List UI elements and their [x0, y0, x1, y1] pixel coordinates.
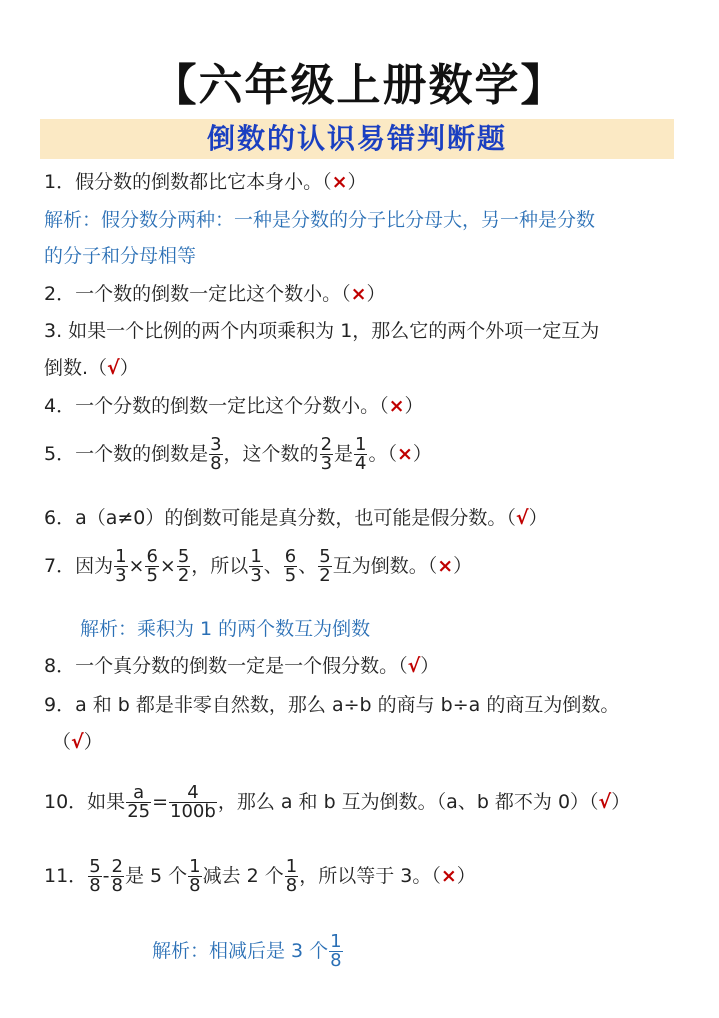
fraction: $\frac{a}{25}$ [127, 782, 151, 822]
question-3-line2: 倒数.（√） [44, 357, 139, 379]
fraction: $\frac{6}{5}$ [284, 546, 297, 586]
fraction: $\frac{1}{8}$ [330, 931, 342, 971]
analysis-7: 解析：乘积为 1 的两个数互为倒数 [80, 618, 371, 640]
fraction: $\frac{3}{8}$ [210, 434, 222, 474]
question-8: 8．一个真分数的倒数一定是一个假分数。（√） [44, 655, 440, 677]
answer-mark: × [397, 443, 413, 465]
question-1: 1．假分数的倒数都比它本身小。（×） [44, 171, 367, 193]
answer-mark: √ [71, 731, 84, 753]
fraction: $\frac{4}{100b}$ [170, 782, 216, 822]
answer-mark: × [440, 865, 457, 887]
fraction: $\frac{2}{3}$ [320, 434, 333, 474]
question-9-line2: （√） [52, 731, 103, 753]
page-title: 【六年级上册数学】 [152, 60, 567, 111]
question-5: 5．一个数的倒数是 $\frac{3}{8}$ ，这个数的 $\frac{2}{3}$ 是 $\frac{1}{4}$ 。（×） [44, 434, 432, 474]
fraction: $\frac{1}{4}$ [355, 434, 367, 474]
fraction: $\frac{1}{3}$ [115, 546, 127, 586]
question-2: 2．一个数的倒数一定比这个数小。（×） [44, 283, 386, 305]
answer-mark: √ [107, 357, 120, 379]
analysis-1-line2: 的分子和分母相等 [44, 245, 197, 267]
page-subtitle: 倒数的认识易错判断题 [206, 122, 507, 155]
answer-mark: √ [407, 655, 421, 677]
answer-mark: × [437, 555, 454, 577]
question-6: 6．a（a≠0）的倒数可能是真分数，也可能是假分数。（√） [44, 507, 548, 529]
question-3-line1: 3. 如果一个比例的两个内项乘积为 1，那么它的两个外项一定互为 [44, 320, 600, 342]
fraction: $\frac{1}{8}$ [285, 856, 298, 896]
analysis-11: 解析：相减后是 3 个 $\frac{1}{8}$ [152, 931, 342, 971]
answer-mark: × [350, 283, 367, 305]
fraction: $\frac{6}{5}$ [146, 546, 158, 586]
question-10: 10．如果 $\frac{a}{25}$ = $\frac{4}{100b}$ ，那么 a 和 b 互为倒数。（a、b 都不为 0）（√） [44, 782, 631, 822]
fraction: $\frac{5}{2}$ [319, 546, 331, 586]
answer-mark: × [388, 395, 405, 417]
fraction: $\frac{1}{3}$ [250, 546, 262, 586]
answer-mark: √ [515, 507, 529, 529]
analysis-1-line1: 解析：假分数分两种：一种是分数的分子比分母大，另一种是分数 [44, 209, 596, 231]
question-11: 11． $\frac{5}{8}$ - $\frac{2}{8}$ 是 5 个 $\frac{1}{8}$ 减去 2 个 $\frac{1}{8}$ ，所以等于 3。（×） [44, 856, 476, 896]
answer-mark: × [331, 171, 348, 193]
fraction: $\frac{2}{8}$ [111, 856, 123, 896]
answer-mark: √ [598, 791, 612, 813]
question-9-line1: 9．a 和 b 都是非零自然数，那么 a÷b 的商与 b÷a 的商互为倒数。 [44, 694, 620, 716]
question-7: 7．因为 $\frac{1}{3}$ × $\frac{6}{5}$ × $\frac{5}{2}$ ，所以 $\frac{1}{3}$ 、 $\frac{6}{5}$ 、 $\frac{5}{2}$ 互为倒数。（×） [44, 546, 473, 586]
fraction: $\frac{5}{2}$ [177, 546, 190, 586]
fraction: $\frac{1}{8}$ [189, 856, 201, 896]
question-4: 4．一个分数的倒数一定比这个分数小。（×） [44, 395, 424, 417]
fraction: $\frac{5}{8}$ [89, 856, 101, 896]
